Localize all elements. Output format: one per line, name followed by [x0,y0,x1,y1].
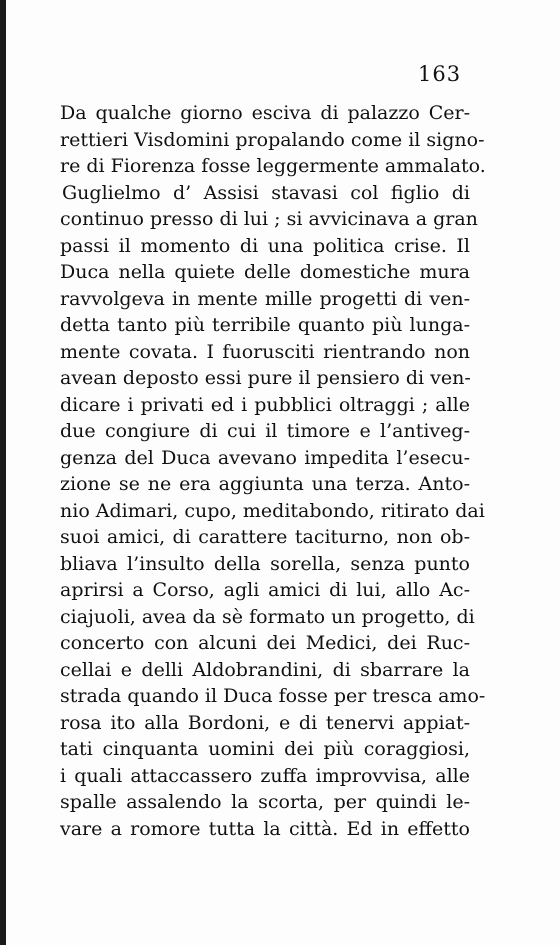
text-line: spalle assalendo la scorta, per quindi le- [60,791,470,813]
text-line: concerto con alcuni dei Medici, dei Ruc- [60,632,470,654]
text-line: dicare i privati ed i pubblici oltraggi ; alle [60,393,470,416]
page-edge [0,0,6,945]
text-line: bliava l’insulto della sorella, senza punto [60,552,470,575]
page-number: 163 [418,62,462,86]
text-line: Guglielmo d’ Assisi stavasi col figlio di [62,181,470,204]
text-line: genza del Duca avevano impedita l’esecu- [60,446,470,469]
text-line: ravvolgeva in mente mille progetti di ven- [60,287,470,310]
text-line: strada quando il Duca fosse per tresca amo- [60,685,486,707]
text-line: Duca nella quiete delle domestiche mura [60,261,470,283]
text-line: aprirsi a Corso, agli amici di lui, allo Ac- [60,579,470,601]
text-line: due congiure di cui il timore e l’antiveg- [60,420,470,442]
text-line: ciajuoli, avea da sè formato un progetto, di [60,605,475,628]
text-line: vare a romore tutta la città. Ed in effetto [60,817,470,840]
text-line: tati cinquanta uomini dei più coraggiosi, [60,738,470,760]
text-line: re di Fiorenza fosse leggermente ammalato. [60,155,486,177]
text-line: mente covata. I fuorusciti rientrando non [60,340,470,363]
text-line: Da qualche giorno esciva di palazzo Cer- [60,102,470,124]
text-line: passi il momento di una politica crise. Il [60,234,470,257]
text-line: detta tanto più terribile quanto più lunga- [60,314,470,336]
text-line: i quali attaccassero zuffa improvvisa, alle [60,764,470,787]
body-text [60,100,486,842]
text-line: rettieri Visdomini propalando come il signo- [60,128,485,151]
text-line: nio Adimari, cupo, meditabondo, ritirato dai [60,499,485,522]
text-line: rosa ito alla Bordoni, e di tenervi appiat- [60,711,470,734]
text-line: avean deposto essi pure il pensiero di ven- [60,367,471,389]
text-line: suoi amici, di carattere taciturno, non ob- [60,526,470,548]
text-line: continuo presso di lui ; si avvicinava a gran [60,208,478,230]
text-line: cellai e delli Aldobrandini, di sbarrare la [60,658,470,681]
text-line: zione se ne era aggiunta una terza. Anto- [60,473,470,495]
